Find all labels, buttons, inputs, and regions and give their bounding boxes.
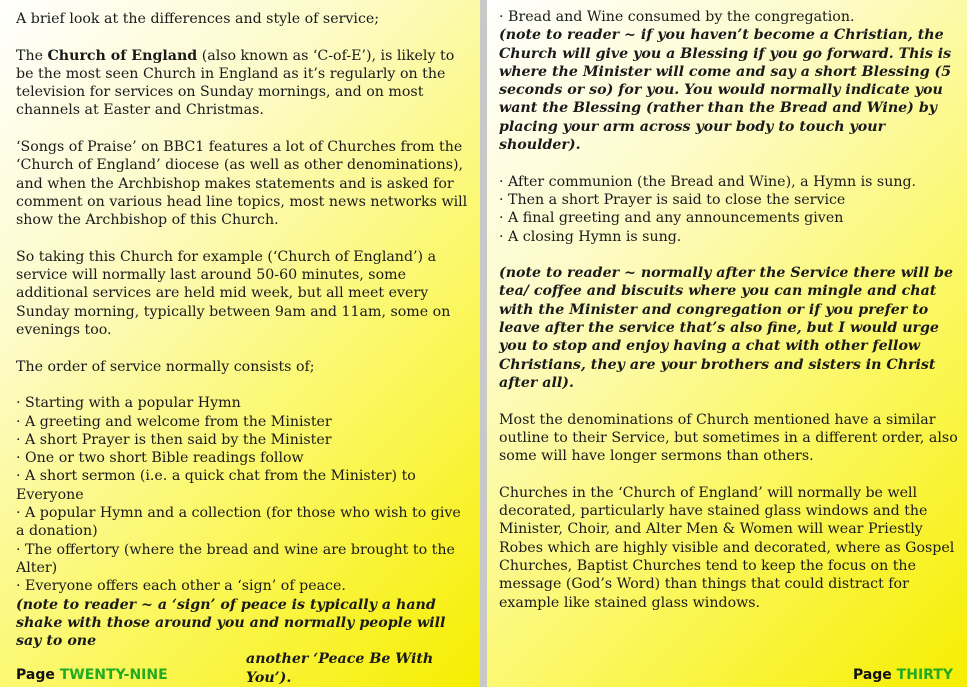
list-item: · After communion (the Bread and Wine), a Hymn is sung. (499, 173, 917, 190)
service-length-paragraph: So taking this Church for example (‘Church of England’) a service will normally last around 50-60 minutes, some additional services are held mid week, but all meet every Sunday morning, typically between 9am and 11am, some on evenings too. (16, 248, 451, 339)
page-right-content (499, 8, 959, 612)
tea-coffee-note: (note to reader ~ normally after the Service there will be tea/ coffee and biscuits where you can mingle and chat with the Minister and congregation or if you prefer to leave after the service that’s also fine, but I would urge you to stop and enjoy having a chat with other fellow Christians, they are your brothers and sisters in Christ after all). (499, 265, 953, 391)
coe-paragraph (16, 47, 470, 120)
list-item: · A short sermon (i.e. a quick chat from the Minister) to Everyone (16, 468, 416, 503)
page-number-right (853, 667, 953, 683)
intro-text: A brief look at the differences and style of service; (16, 11, 380, 27)
page-label: Page (852, 667, 892, 683)
list-item: · Then a short Prayer is said to close the service (499, 191, 846, 208)
page-number: TWENTY-NINE (59, 667, 168, 683)
list-item: · Everyone offers each other a ‘sign’ of peace. (16, 578, 346, 595)
list-item: · A popular Hymn and a collection (for those who wish to give a donation) (16, 505, 461, 540)
blessing-note: (note to reader ~ if you haven’t become a Christian, the Church will give you a Blessing if you go forward. This is where the Minister will come and say a short Blessing (5 seconds or so) for you. You would normally indicate you want the Blessing (rather than the Bread and Wine) by placing your arm across your body to touch your shoulder). (499, 27, 952, 154)
order-heading: The order of service normally consists of; (16, 358, 315, 375)
songs-of-praise-paragraph: ‘Songs of Praise’ on BBC1 features a lot of Churches from the ‘Church of England’ diocese (as well as other denominations), and when the Archbishop makes statements and is asked for comment on various head line topics, most news networks will show the Archbishop of this Church. (16, 139, 468, 229)
coe-post: (also known as ‘C-of-E’), is likely to be the most seen Church in England as it’s regularly on the television for services on Sunday mornings, and on most channels at Easter and Christmas. (16, 47, 455, 119)
page-number: THIRTY (896, 667, 953, 683)
decoration-paragraph: Churches in the ‘Church of England’ will normally be well decorated, particularly have stained glass windows and the Minister, Choir, and Alter Men & Women will wear Priestly Robes which are highly visible and decorated, where as Gospel Churches, Baptist Churches tend to keep the focus on the message (God’s Word) than things that could distract for example like stained glass windows. (499, 484, 955, 611)
sign-of-peace-note-end: another ‘Peace Be With You’). (246, 651, 434, 686)
list-item: · Bread and Wine consumed by the congregation. (499, 9, 855, 25)
list-item: · A greeting and welcome from the Minister (16, 413, 332, 430)
page-left (0, 0, 480, 687)
page-right (487, 0, 967, 687)
page-label: Page (16, 667, 55, 683)
sign-of-peace-note-text: (note to reader ~ a ‘sign’ of peace is typically a hand shake with those around you and normally people will say to one (16, 596, 446, 650)
coe-pre: The (16, 47, 48, 64)
page-number-left (16, 667, 168, 683)
list-item: · Starting with a popular Hymn (16, 395, 241, 412)
page-left-content (16, 10, 470, 687)
list-item: · A short Prayer is then said by the Minister (16, 431, 332, 448)
list-item: · A final greeting and any announcements given (499, 210, 844, 227)
denominations-paragraph: Most the denominations of Church mentioned have a similar outline to their Service, but sometimes in a different order, also some will have longer sermons than others. (499, 411, 958, 465)
list-item: · One or two short Bible readings follow (16, 450, 304, 467)
list-item: · The offertory (where the bread and wine are brought to the Alter) (16, 541, 455, 576)
coe-name: Church of England (47, 47, 198, 64)
list-item: · A closing Hymn is sung. (499, 228, 682, 245)
